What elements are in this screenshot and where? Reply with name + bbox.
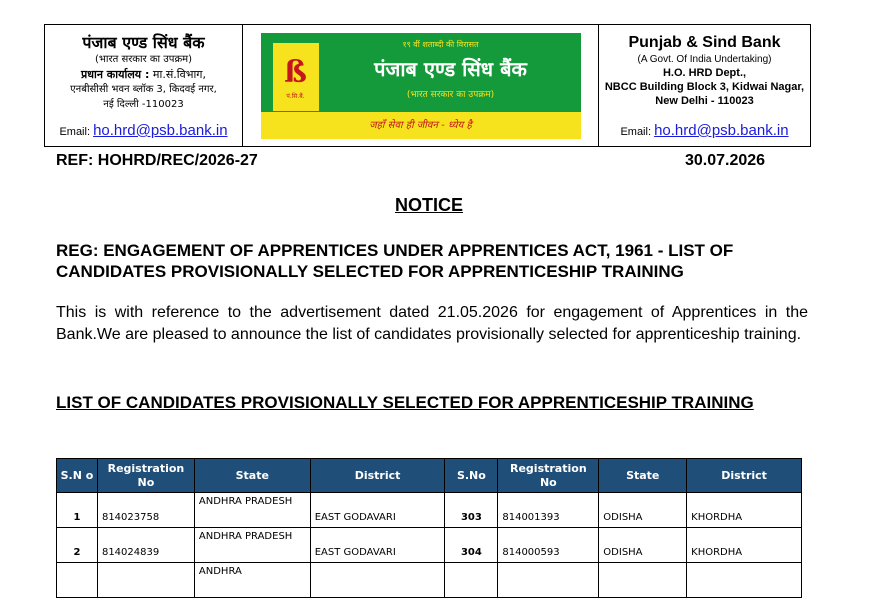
column-header: S.N o bbox=[57, 459, 98, 493]
table-row bbox=[57, 528, 802, 563]
letterhead-english-block bbox=[599, 25, 810, 146]
govt-undertaking-hindi: (भारत सरकार का उपक्रम) bbox=[94, 54, 193, 65]
notice-date: 30.07.2026 bbox=[685, 152, 766, 169]
serial-number bbox=[57, 563, 98, 598]
candidates-table bbox=[56, 458, 802, 598]
email-link-left[interactable]: ho.hrd@psb.bank.in bbox=[93, 122, 228, 139]
bank-logo-area bbox=[243, 25, 599, 146]
state-cell: ODISHA bbox=[599, 528, 687, 563]
serial-number: 1 bbox=[57, 493, 98, 528]
registration-number: 814024839 bbox=[97, 528, 194, 563]
district-cell bbox=[687, 563, 802, 598]
column-header: State bbox=[194, 459, 310, 493]
column-header: S.No bbox=[445, 459, 498, 493]
office-label-hindi: प्रधान कार्यालय : bbox=[81, 68, 150, 81]
office-dept-hindi: मा.सं.विभाग, bbox=[149, 68, 206, 81]
email-label: Email: bbox=[59, 126, 90, 138]
email-label: Email: bbox=[620, 126, 651, 138]
bank-logo bbox=[261, 33, 581, 139]
serial-number: 2 bbox=[57, 528, 98, 563]
column-header: Registration No bbox=[97, 459, 194, 493]
logo-tagline: जहाँ सेवा ही जीवन - ध्येय है bbox=[261, 112, 581, 139]
govt-undertaking-english: (A Govt. Of India Undertaking) bbox=[637, 54, 772, 65]
logo-motto: १९ वीं शताब्दी की विरासत bbox=[402, 39, 479, 49]
district-cell: EAST GODAVARI bbox=[310, 493, 445, 528]
state-cell: ANDHRA PRADESH bbox=[194, 493, 310, 528]
column-header: District bbox=[687, 459, 802, 493]
address-english-line1: NBCC Building Block 3, Kidwai Nagar, bbox=[604, 81, 805, 93]
address-hindi-line2: नई दिल्ली -110023 bbox=[103, 99, 184, 110]
district-cell: KHORDHA bbox=[687, 493, 802, 528]
district-cell bbox=[310, 563, 445, 598]
registration-number: 814000593 bbox=[498, 528, 599, 563]
address-english-line2: New Delhi - 110023 bbox=[655, 95, 754, 107]
state-cell: ANDHRA bbox=[194, 563, 310, 598]
body-paragraph: This is with reference to the advertisement dated 21.05.2026 for engagement of Apprentices in the Bank.We are pleased to announce the list of candidates provisionally selected for apprenticeship training. bbox=[56, 304, 808, 343]
state-cell: ANDHRA PRADESH bbox=[194, 528, 310, 563]
column-header: State bbox=[599, 459, 687, 493]
notice-title: NOTICE bbox=[394, 195, 463, 215]
letterhead-hindi-block bbox=[45, 25, 243, 146]
serial-number bbox=[445, 563, 498, 598]
state-cell: ODISHA bbox=[599, 493, 687, 528]
column-header: Registration No bbox=[498, 459, 599, 493]
district-cell: KHORDHA bbox=[687, 528, 802, 563]
bank-name-hindi: पंजाब एण्ड सिंध बैंक bbox=[82, 33, 205, 52]
list-title: LIST OF CANDIDATES PROVISIONALLY SELECTED FOR APPRENTICESHIP TRAINING bbox=[56, 393, 754, 412]
office-english: H.O. HRD Dept., bbox=[662, 67, 747, 79]
letterhead bbox=[44, 24, 811, 147]
registration-number bbox=[498, 563, 599, 598]
emblem-glyph: ß bbox=[284, 54, 307, 90]
logo-subtitle: (भारत सरकार का उपक्रम) bbox=[406, 89, 495, 100]
state-cell bbox=[599, 563, 687, 598]
reference-number: REF: HOHRD/REC/2026-27 bbox=[56, 152, 258, 169]
emblem-caption: पं.सि.बैं. bbox=[286, 92, 305, 100]
registration-number: 814023758 bbox=[97, 493, 194, 528]
table-row bbox=[57, 493, 802, 528]
district-cell: EAST GODAVARI bbox=[310, 528, 445, 563]
email-link-right[interactable]: ho.hrd@psb.bank.in bbox=[654, 122, 789, 139]
logo-bank-name: पंजाब एण्ड सिंध बैंक bbox=[374, 56, 527, 81]
table-row bbox=[57, 563, 802, 598]
email-row-left bbox=[45, 122, 242, 139]
address-hindi-line1: एनबीसीसी भवन ब्लॉक 3, किदवई नगर, bbox=[70, 84, 217, 95]
registration-number: 814001393 bbox=[498, 493, 599, 528]
serial-number: 304 bbox=[445, 528, 498, 563]
bank-emblem-icon bbox=[273, 43, 319, 111]
column-header: District bbox=[310, 459, 445, 493]
serial-number: 303 bbox=[445, 493, 498, 528]
office-hindi bbox=[45, 67, 242, 82]
bank-name-english: Punjab & Sind Bank bbox=[628, 34, 781, 51]
registration-number bbox=[97, 563, 194, 598]
table-header-row bbox=[57, 459, 802, 493]
subject-line: REG: ENGAGEMENT OF APPRENTICES UNDER APPRENTICES ACT, 1961 - LIST OF CANDIDATES PROVISIONALLY SELECTED FOR APPRENTICESHIP TRAINING bbox=[56, 241, 734, 281]
email-row-right bbox=[599, 122, 810, 139]
